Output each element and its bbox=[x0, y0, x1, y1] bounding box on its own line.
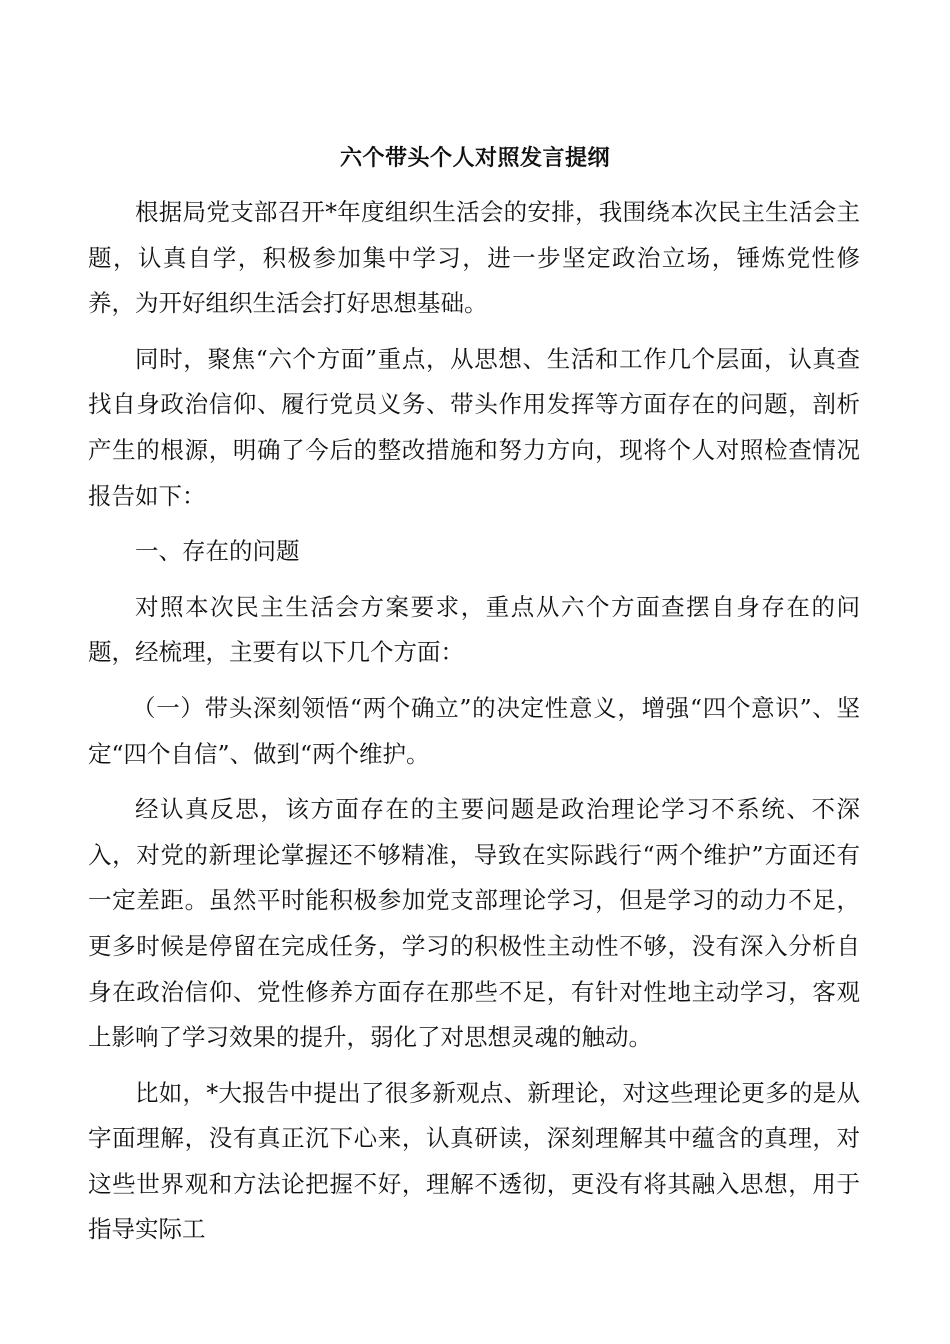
section-heading: 一、存在的问题 bbox=[135, 537, 300, 566]
document-title: 六个带头个人对照发言提纲 bbox=[339, 145, 610, 171]
overview-paragraph: 对照本次民主生活会方案要求，重点从六个方面查摆自身存在的问题，经梳理，主要有以下几个方面： bbox=[88, 592, 860, 667]
intro-paragraph: 根据局党支部召开*年度组织生活会的安排，我围绕本次民主生活会主题，认真自学，积极参加集中学习，进一步坚定政治立场，锤炼党性修养，为开好组织生活会打好思想基础。 bbox=[88, 198, 860, 318]
example-paragraph: 比如，*大报告中提出了很多新观点、新理论，对这些理论更多的是从字面理解，没有真正沉下心来，认真研读，深刻理解其中蕴含的真理，对这些世界观和方法论把握不好，理解不透彻，更没有将其融入思想，用于指导实际工 bbox=[88, 1078, 860, 1244]
focus-paragraph: 同时，聚焦“六个方面”重点，从思想、生活和工作几个层面，认真查找自身政治信仰、履行党员义务、带头作用发挥等方面存在的问题，剖析产生的根源，明确了今后的整改措施和努力方向，现将个人对照检查情况报告如下： bbox=[88, 344, 860, 510]
subsection-heading: （一）带头深刻领悟“两个确立”的决定性意义，增强“四个意识”、坚定“四个自信”、做到“两个维护。 bbox=[88, 693, 860, 768]
document-body bbox=[88, 190, 860, 1263]
reflection-paragraph: 经认真反思，该方面存在的主要问题是政治理论学习不系统、不深入，对党的新理论掌握还不够精准，导致在实际践行“两个维护”方面还有一定差距。虽然平时能积极参加党支部理论学习，但是学习的动力不足，更多时候是停留在完成任务，学习的积极性主动性不够，没有深入分析自身在政治信仰、党性修养方面存在那些不足，有针对性地主动学习，客观上影响了学习效果的提升，弱化了对思想灵魂的触动。 bbox=[88, 795, 860, 1052]
